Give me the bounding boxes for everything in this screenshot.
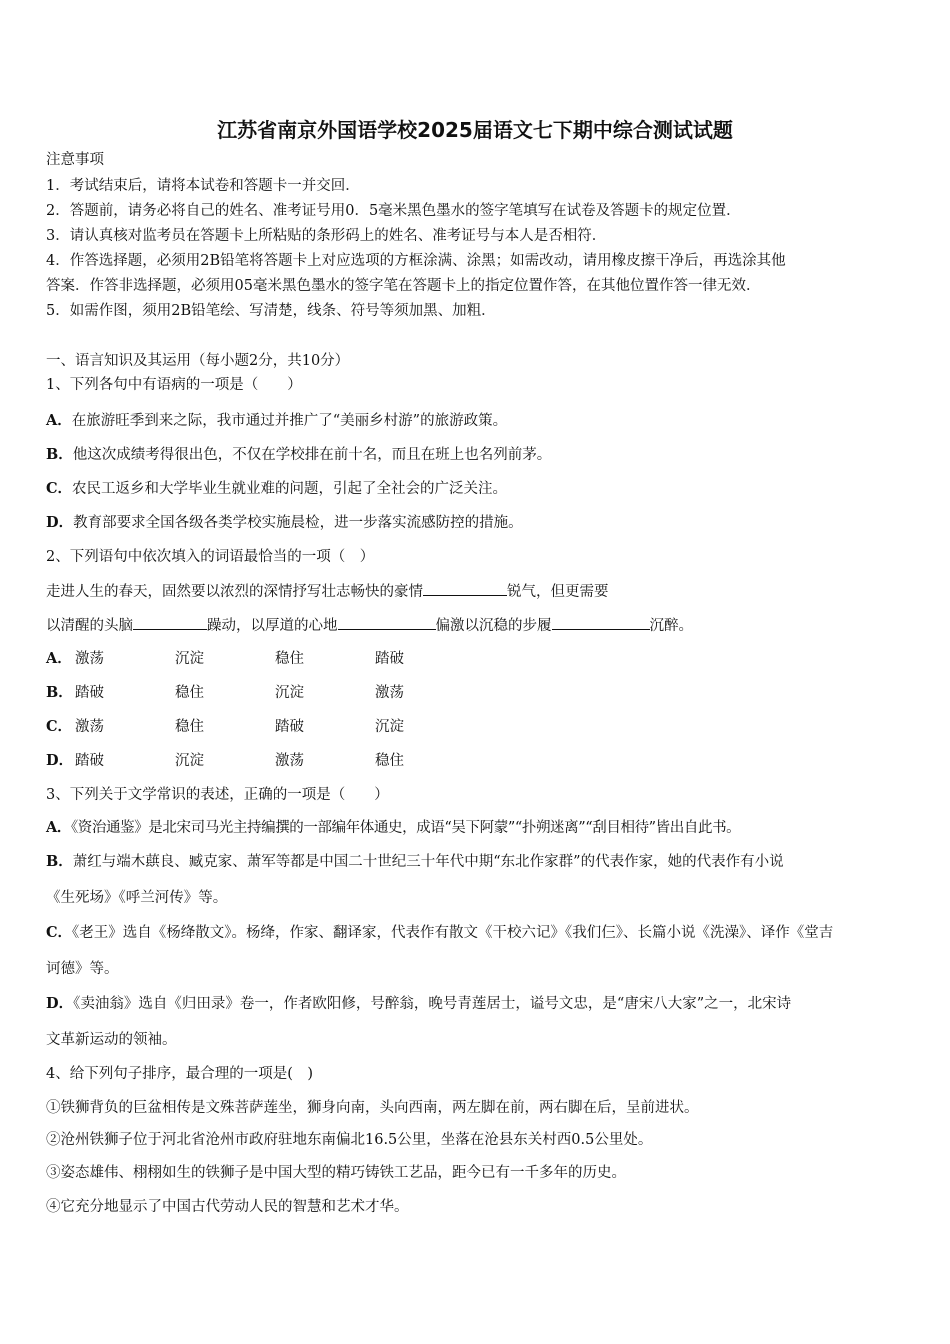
q2-passage-line-1 (46, 581, 609, 602)
notice-item: 2．答题前，请务必将自己的姓名、准考证号用0．5毫米黑色墨水的签字笔填写在试卷及答题卡的规定位置． (46, 203, 741, 219)
fill-blank (133, 615, 207, 630)
option-text: 农民工返乡和大学毕业生就业难的问题，引起了全社会的广泛关注。 (72, 481, 508, 497)
q4-sentence: ①铁狮背负的巨盆相传是文殊菩萨莲坐，狮身向南，头向西南，两左脚在前，两右脚在后，呈前进状。 (46, 1100, 699, 1116)
option-text: 萧红与端木蕻良、臧克家、萧军等都是中国二十世纪三十年代中期“东北作家群”的代表作家，她的代表作有小说 (72, 854, 784, 870)
notice-item: 答案．作答非选择题，必须用05毫米黑色墨水的签字笔在答题卡上的指定位置作答，在其他位置作答一律无效． (46, 278, 761, 294)
q2-stem: 2、下列语句中依次填入的词语最恰当的一项（ ） (46, 549, 375, 565)
q4-sentence: ②沧州铁狮子位于河北省沧州市政府驻地东南偏北16.5公里，坐落在沧县东关村西0.5公里处。 (46, 1132, 653, 1148)
passage-text: 躁动，以厚道的心地 (207, 618, 338, 634)
option-text: 《老王》选自《杨绛散文》。杨绛，作家、翻译家，代表作有散文《干校六记》《我们仨》、长篇小说《洗澡》、译作《堂吉 (72, 925, 834, 941)
notice-item: 5．如需作图，须用2B铅笔绘、写清楚，线条、符号等须加黑、加粗． (46, 303, 496, 319)
option-text: 他这次成绩考得很出色，不仅在学校排在前十名，而且在班上也名列前茅。 (72, 447, 552, 463)
passage-text: 锐气，但更需要 (507, 584, 609, 600)
option-letter: C． (46, 718, 73, 735)
option-letter: D． (46, 752, 74, 769)
option-letter: B． (46, 853, 73, 870)
exam-title: 江苏省南京外国语学校2025届语文七下期中综合测试试题 (217, 118, 733, 142)
q4-sentence: ④它充分地显示了中国古代劳动人民的智慧和艺术才华。 (46, 1199, 409, 1215)
option-word: 沉淀 (375, 719, 404, 735)
q1-stem: 1、下列各句中有语病的一项是（ ） (46, 377, 302, 393)
option-word: 沉淀 (275, 685, 304, 701)
option-word: 沉淀 (175, 753, 204, 769)
option-word: 稳住 (275, 651, 304, 667)
option-word: 稳住 (375, 753, 404, 769)
option-letter: A． (46, 819, 71, 836)
option-word: 稳住 (175, 719, 204, 735)
q1-option-b (46, 445, 551, 465)
fill-blank (423, 581, 507, 596)
option-word: 沉淀 (175, 651, 204, 667)
passage-text: 走进人生的春天，固然要以浓烈的深情抒写壮志畅快的豪情 (46, 584, 423, 600)
fill-blank (552, 615, 650, 630)
q3-option-b-cont: 《生死场》《呼兰河传》等。 (46, 890, 228, 906)
option-letter: A． (46, 650, 72, 667)
notice-item: 1．考试结束后，请将本试卷和答题卡一并交回． (46, 178, 360, 194)
q4-stem: 4、给下列句子排序，最合理的一项是( ) (46, 1066, 314, 1082)
fill-blank (338, 615, 436, 630)
q3-option-b (46, 852, 784, 872)
section-heading: 一、语言知识及其运用（每小题2分，共10分） (46, 353, 350, 369)
option-text: 《卖油翁》选自《归田录》卷一，作者欧阳修，号醉翁，晚号青莲居士，谥号文忠，是“唐宋八大家”之一，北宋诗 (73, 996, 792, 1012)
passage-text: 沉醉。 (649, 618, 693, 634)
option-letter: D． (46, 514, 74, 531)
notice-heading: 注意事项 (46, 152, 104, 168)
option-letter: C． (46, 924, 73, 941)
q1-option-a (46, 411, 507, 431)
option-word: 激荡 (275, 753, 304, 769)
option-word: 激荡 (375, 685, 404, 701)
option-letter: B． (46, 446, 73, 463)
option-word: 踏破 (75, 685, 104, 701)
passage-text: 以清醒的头脑 (46, 618, 133, 634)
q3-option-c-cont: 诃德》等。 (46, 961, 119, 977)
q1-option-d (46, 513, 523, 533)
q3-option-d-cont: 文革新运动的领袖。 (46, 1032, 177, 1048)
q2-passage-line-2 (46, 615, 693, 636)
option-word: 踏破 (375, 651, 404, 667)
option-word: 踏破 (75, 753, 104, 769)
passage-text: 偏激以沉稳的步履 (435, 618, 552, 634)
option-word: 稳住 (175, 685, 204, 701)
q3-option-d (46, 994, 791, 1014)
option-letter: A． (46, 412, 72, 429)
q3-stem: 3、下列关于文学常识的表述，正确的一项是（ ） (46, 787, 389, 803)
option-text: 在旅游旺季到来之际，我市通过并推广了“美丽乡村游”的旅游政策。 (71, 413, 508, 429)
option-word: 激荡 (75, 719, 104, 735)
option-letter: D． (46, 995, 74, 1012)
notice-item: 3．请认真核对监考员在答题卡上所粘贴的条形码上的姓名、准考证号与本人是否相符． (46, 228, 607, 244)
q4-sentence: ③姿态雄伟、栩栩如生的铁狮子是中国大型的精巧铸铁工艺品，距今已有一千多年的历史。 (46, 1165, 626, 1181)
option-text: 《资治通鉴》是北宋司马光主持编撰的一部编年体通史，成语“吴下阿蒙”“扑朔迷离”“刮目相待”皆出自此书。 (70, 820, 741, 836)
q1-option-c (46, 479, 507, 499)
option-word: 踏破 (275, 719, 304, 735)
option-text: 教育部要求全国各级各类学校实施晨检，进一步落实流感防控的措施。 (73, 515, 523, 531)
option-word: 激荡 (75, 651, 104, 667)
option-letter: B． (46, 684, 73, 701)
q3-option-c (46, 923, 833, 943)
notice-item: 4．作答选择题，必须用2B铅笔将答题卡上对应选项的方框涂满、涂黑；如需改动，请用橡皮擦干净后，再选涂其他 (46, 253, 786, 269)
q3-option-a (46, 818, 740, 838)
option-letter: C． (46, 480, 73, 497)
